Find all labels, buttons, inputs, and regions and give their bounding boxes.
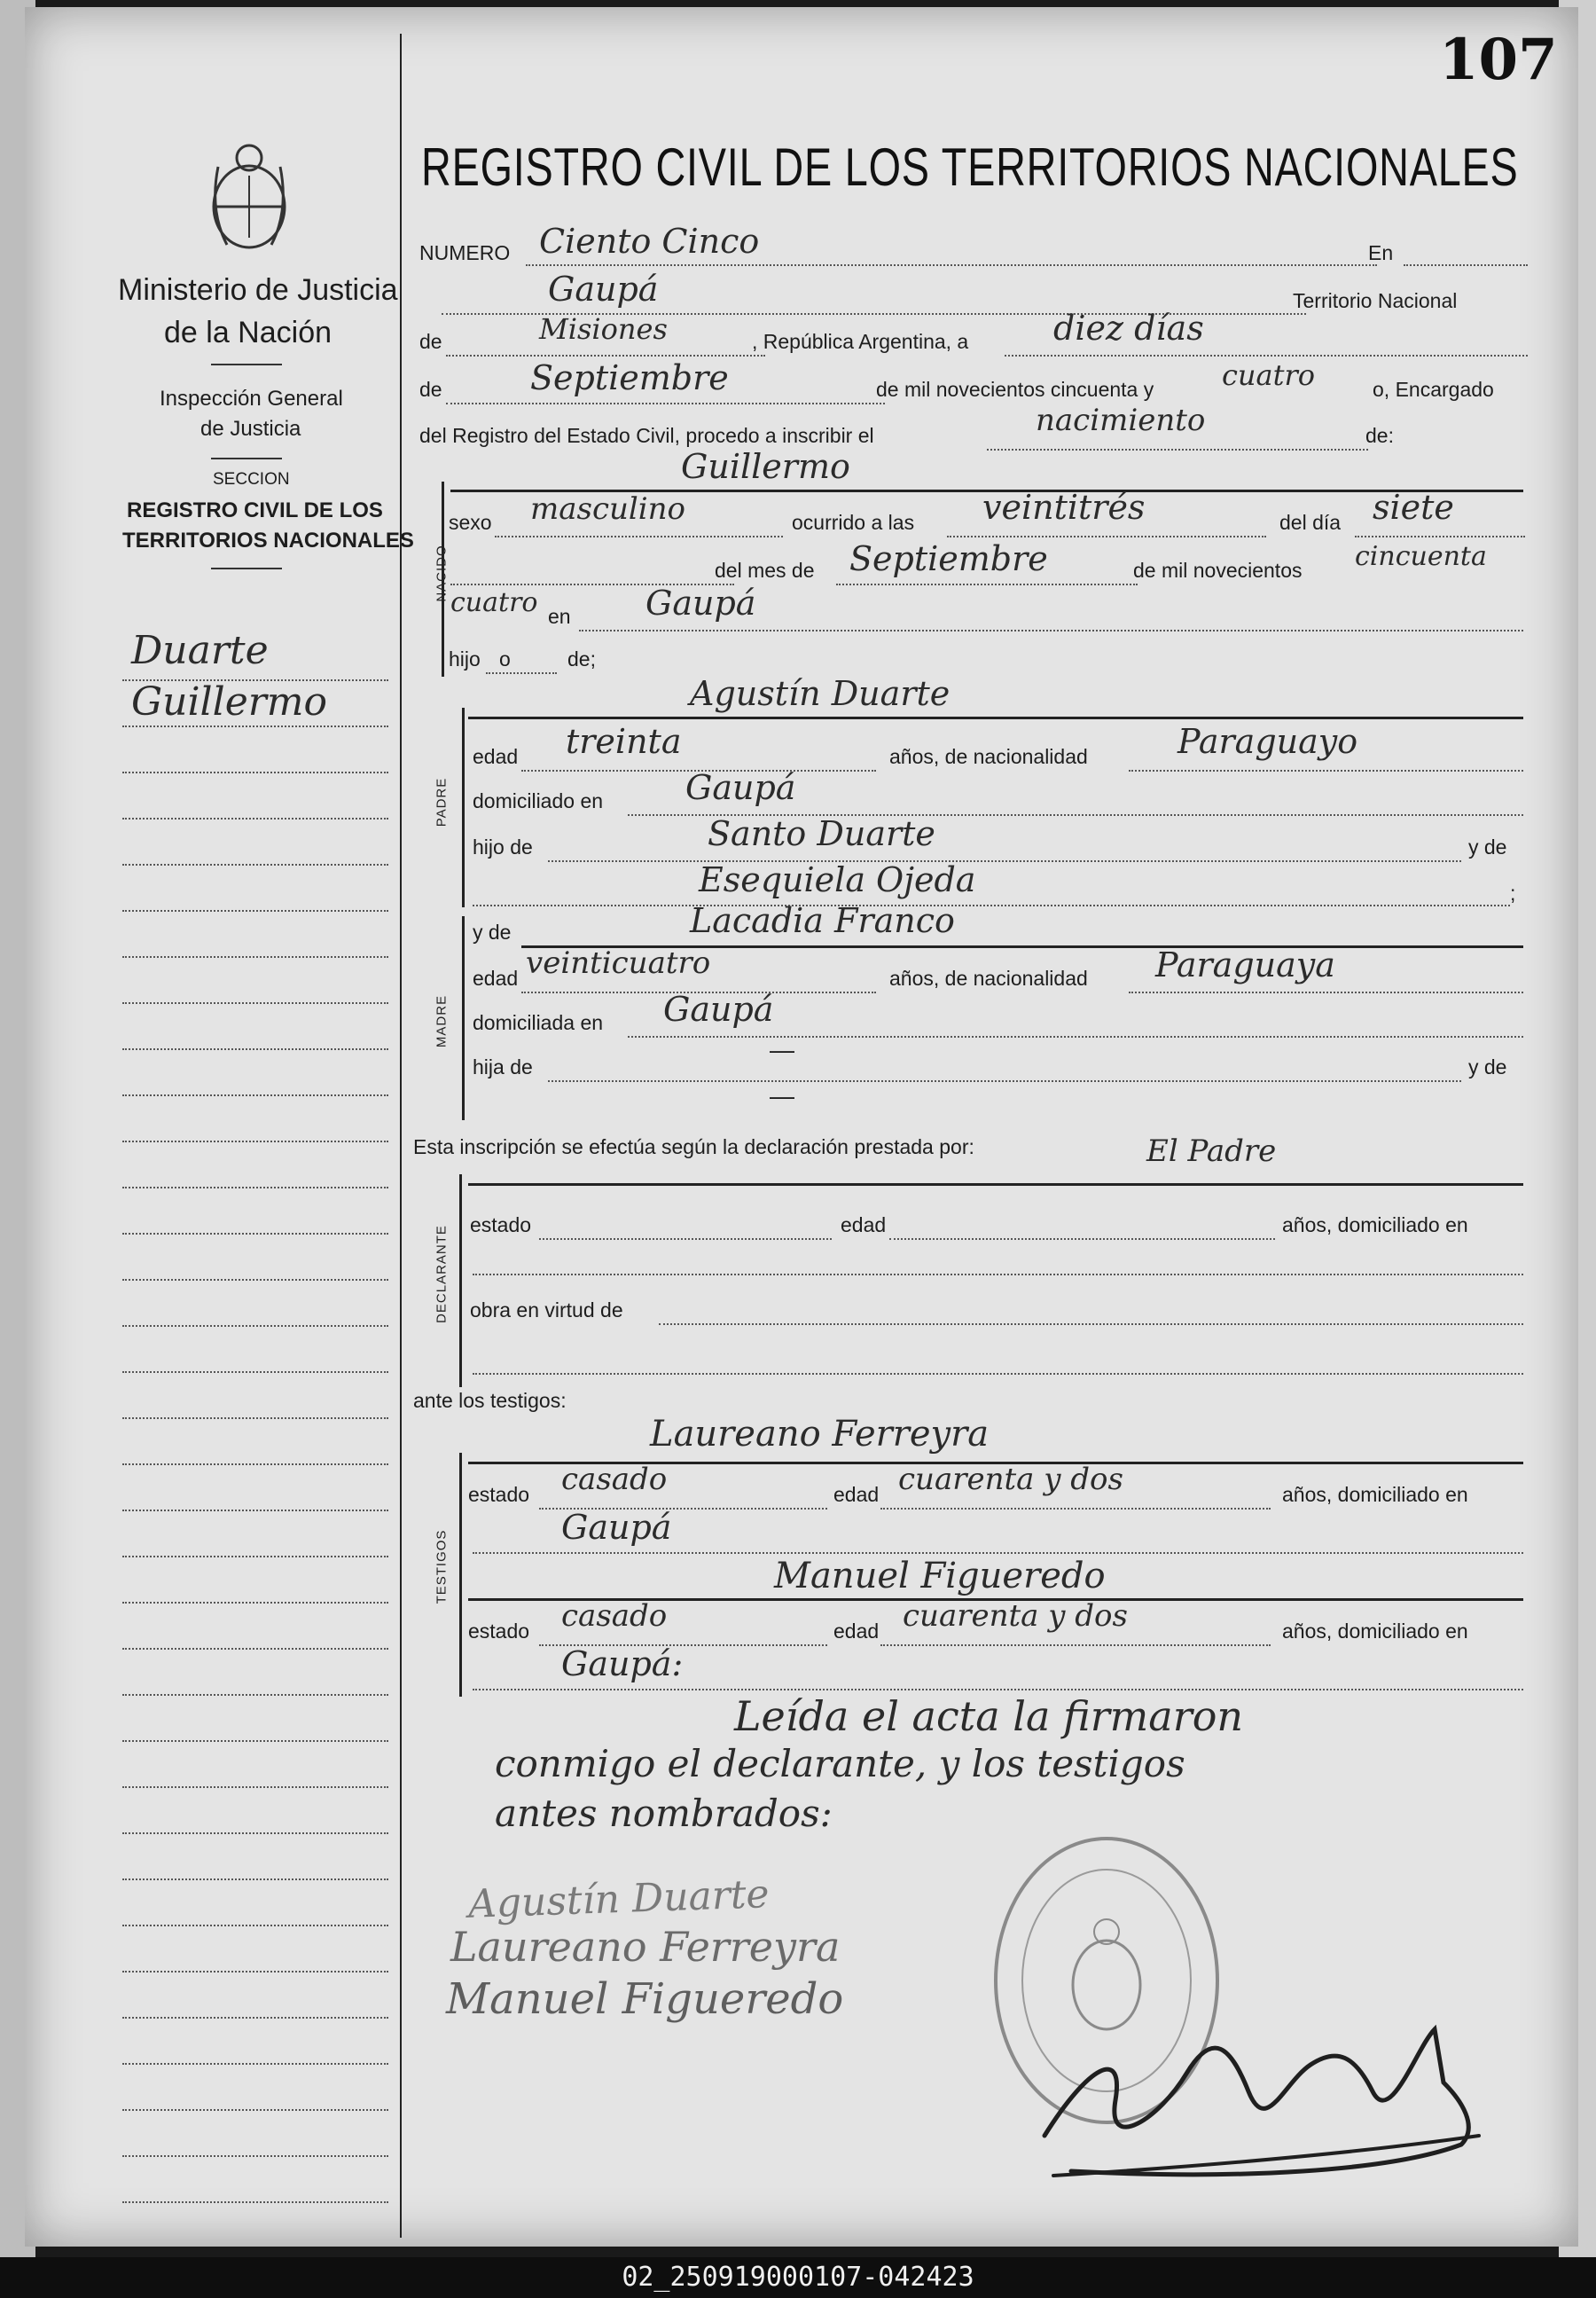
obra-label: obra en virtud de <box>470 1298 623 1322</box>
witness2-estado: casado <box>561 1598 668 1634</box>
column-separator <box>400 34 402 2238</box>
anos-dom-label-w2: años, domiciliado en <box>1282 1620 1468 1643</box>
anos-dom-label-w1: años, domiciliado en <box>1282 1483 1468 1506</box>
mother-name: Lacadia Franco <box>690 901 955 940</box>
year-label: de mil novecientos cincuenta y <box>876 378 1154 401</box>
anos-dom-label: años, domiciliado en <box>1282 1213 1468 1236</box>
father-name: Agustín Duarte <box>690 674 951 713</box>
territory-value: Misiones <box>539 312 668 346</box>
hijo-de-label: de; <box>567 647 596 671</box>
mother-parents-dash-1: — <box>770 1036 794 1063</box>
witness1-domicile: Gaupá <box>561 1508 672 1547</box>
mother-age: veinticuatro <box>526 945 711 981</box>
y-de-label-3: y de <box>1468 1055 1507 1078</box>
witness2-name: Manuel Figueredo <box>774 1556 1106 1596</box>
hijo-de-2-label: hijo de <box>473 835 533 859</box>
witness2-edad: cuarenta y dos <box>903 1598 1128 1634</box>
birth-day-value: siete <box>1373 488 1454 527</box>
father-age: treinta <box>566 722 682 761</box>
form-title: REGISTRO CIVIL DE LOS TERRITORIOS NACIONALES <box>421 137 1519 197</box>
day-value: diez días <box>1053 309 1204 348</box>
estado-label-w1: estado <box>468 1483 530 1506</box>
divider <box>211 364 282 365</box>
hija-de-label: hija de <box>473 1055 533 1078</box>
inspection-line2: de Justicia <box>200 417 301 441</box>
mother-parents-dash-2: — <box>770 1082 794 1110</box>
ministry-line2: de la Nación <box>164 316 332 349</box>
estado-label: estado <box>470 1213 532 1236</box>
edad-label-3: edad <box>841 1213 887 1236</box>
father-nationality: Paraguayo <box>1177 722 1358 761</box>
numero-value: Ciento Cinco <box>539 222 760 261</box>
de-label-2: de <box>419 378 442 401</box>
padre-label: PADRE <box>434 777 450 827</box>
inscribe-value: nacimiento <box>1036 403 1206 438</box>
birth-year-value-1: cincuenta <box>1355 541 1487 572</box>
y-de-label-2: y de <box>473 921 512 944</box>
margin-note-line2: Guillermo <box>131 679 327 725</box>
semicolon: ; <box>1510 882 1516 905</box>
republica-label: , República Argentina, a <box>752 330 969 353</box>
section-name-line1: REGISTRO CIVIL DE LOS <box>127 498 383 522</box>
encargado-label: o, Encargado <box>1373 378 1494 401</box>
edad-label-w1: edad <box>833 1483 880 1506</box>
ministry-line1: Ministerio de Justicia <box>118 273 398 307</box>
signature-declarant: Agustín Duarte <box>467 1871 771 1927</box>
month-value: Septiembre <box>530 358 729 397</box>
domiciliado-label: domiciliado en <box>473 789 604 812</box>
signature-witness2: Manuel Figueredo <box>446 1974 844 2024</box>
inspection-line1: Inspección General <box>160 387 343 411</box>
declarante-label: DECLARANTE <box>434 1225 450 1323</box>
witness1-edad: cuarenta y dos <box>898 1462 1123 1497</box>
hour-value: veintitrés <box>982 488 1146 527</box>
divider <box>211 458 282 459</box>
locality-value: Gaupá <box>548 270 659 309</box>
child-name: Guillermo <box>681 447 850 486</box>
mother-domicile: Gaupá <box>663 990 774 1029</box>
father-mother: Esequiela Ojeda <box>699 860 976 899</box>
declarant-value: El Padre <box>1146 1133 1277 1169</box>
coat-of-arms-icon <box>200 131 298 255</box>
hijo-suffix: o <box>499 647 511 671</box>
y-de-label: y de <box>1468 835 1507 859</box>
closing-line1: Leída el acta la firmaron <box>734 1692 1244 1740</box>
birth-place-value: Gaupá <box>645 584 756 623</box>
estado-label-w2: estado <box>468 1620 530 1643</box>
year-value: cuatro <box>1222 358 1316 392</box>
en-label-2: en <box>548 605 571 628</box>
edad-label-w2: edad <box>833 1620 880 1643</box>
section-label: SECCION <box>213 470 290 489</box>
anos-nac-label: años, de nacionalidad <box>889 745 1088 768</box>
witness1-name: Laureano Ferreyra <box>650 1414 990 1455</box>
en-label: En <box>1368 241 1394 264</box>
del-dia-label: del día <box>1279 511 1342 534</box>
margin-note-line1: Duarte <box>131 628 269 673</box>
edad-label: edad <box>473 745 519 768</box>
nacido-label: NACIDO <box>434 545 450 602</box>
registro-label: del Registro del Estado Civil, procedo a inscribir el <box>419 424 874 447</box>
register-page <box>25 7 1578 2247</box>
de-label: de <box>419 330 442 353</box>
del-mes-label: del mes de <box>715 559 815 582</box>
edad-label-2: edad <box>473 967 519 990</box>
mil-label: de mil novecientos <box>1133 559 1303 582</box>
birth-year-value-2: cuatro <box>450 587 538 618</box>
madre-label: MADRE <box>434 994 450 1048</box>
domiciliada-label: domiciliada en <box>473 1011 604 1034</box>
signature-witness1: Laureano Ferreyra <box>450 1923 841 1971</box>
anos-nac-label-2: años, de nacionalidad <box>889 967 1088 990</box>
sexo-value: masculino <box>530 491 686 527</box>
file-id-footer: 02_250919000107-042423 <box>0 2257 1596 2298</box>
sexo-label: sexo <box>449 511 492 534</box>
page-number: 107 <box>1439 27 1558 93</box>
declaracion-label: Esta inscripción se efectúa según la declaración prestada por: <box>413 1135 974 1158</box>
father-domicile: Gaupá <box>685 768 796 807</box>
testigos-intro-label: ante los testigos: <box>413 1389 567 1412</box>
testigos-label: TESTIGOS <box>434 1529 450 1604</box>
ocurrido-label: ocurrido a las <box>792 511 915 534</box>
registrar-signature <box>1018 1994 1514 2189</box>
closing-line3: antes nombrados: <box>495 1792 833 1835</box>
section-name-line2: TERRITORIOS NACIONALES <box>122 529 414 553</box>
witness1-estado: casado <box>561 1462 668 1497</box>
territorio-label: Territorio Nacional <box>1293 289 1458 312</box>
mother-nationality: Paraguaya <box>1155 945 1335 984</box>
witness2-domicile: Gaupá: <box>561 1644 684 1683</box>
hijo-label: hijo <box>449 647 481 671</box>
father-father: Santo Duarte <box>708 814 935 853</box>
divider <box>211 568 282 569</box>
closing-line2: conmigo el declarante, y los testigos <box>495 1742 1185 1785</box>
birth-month-value: Septiembre <box>849 539 1048 578</box>
numero-label: NUMERO <box>419 241 511 264</box>
de-colon-label: de: <box>1365 424 1394 447</box>
